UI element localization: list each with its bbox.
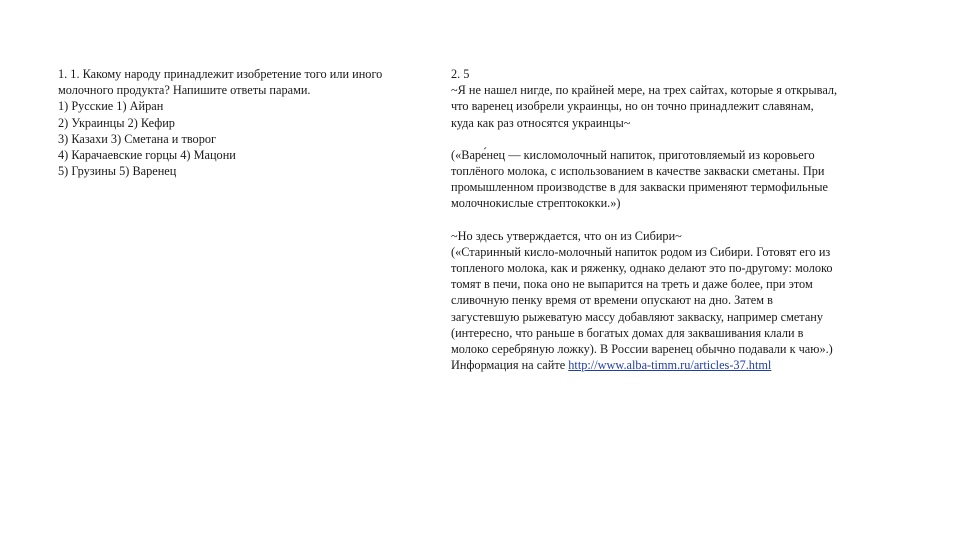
answer-intro bbox=[451, 66, 903, 131]
quote-line: ~Но здесь утверждается, что он из Сибири~ bbox=[451, 228, 682, 243]
pair-item: 3) Казахи 3) Сметана и творог bbox=[58, 131, 217, 146]
quote-line: загустевшую рыжеватую массу добавляют закваску, например сметану bbox=[451, 309, 824, 324]
source-line bbox=[451, 357, 903, 373]
answer-column bbox=[451, 66, 903, 389]
quote-line: топленого молока, как и ряженку, однако делают это по-другому: молоко bbox=[451, 261, 833, 276]
quote-line: («Старинный кисло-молочный напиток родом из Сибири. Готовят его из bbox=[451, 244, 831, 259]
source-prefix: Информация на сайте bbox=[451, 358, 569, 373]
question-block bbox=[58, 66, 430, 179]
quote-line: топлёного молока, с использованием в качестве закваски сметаны. При bbox=[451, 164, 825, 179]
definition-quote bbox=[451, 147, 903, 212]
question-column bbox=[58, 66, 430, 195]
quote-line: молоко серебряную ложку). В России варенец обычно подавали к чаю».) bbox=[451, 342, 833, 357]
quote-line: томят в печи, пока оно не выпарится на треть и даже более, при этом bbox=[451, 277, 813, 292]
question-line: молочного продукта? Напишите ответы парами. bbox=[58, 83, 311, 98]
source-link[interactable]: http://www.alba-timm.ru/articles-37.html bbox=[568, 358, 772, 373]
quote-line: (интересно, что раньше в богатых домах для заквашивания клали в bbox=[451, 325, 804, 340]
answer-text-line: ~Я не нашел нигде, по крайней мере, на трех сайтах, которые я открывал, bbox=[451, 83, 838, 98]
answer-text-line: куда как раз относятся украинцы~ bbox=[451, 115, 631, 130]
answer-header: 2. 5 bbox=[451, 67, 470, 81]
quote-line: («Варе́нец — кисломолочный напиток, приготовляемый из коровьего bbox=[451, 147, 815, 162]
quote-line: молочнокислые стрептококки.») bbox=[451, 196, 621, 211]
quote-line: сливочную пенку время от времени опускают на дно. Затем в bbox=[451, 293, 773, 308]
siberia-quote bbox=[451, 228, 903, 374]
quote-line: промышленном производстве в для закваски применяют термофильные bbox=[451, 180, 828, 195]
pair-item: 5) Грузины 5) Варенец bbox=[58, 164, 177, 179]
pair-item: 1) Русские 1) Айран bbox=[58, 99, 164, 114]
answer-text-line: что варенец изобрели украинцы, но он точно принадлежит славянам, bbox=[451, 99, 814, 114]
pair-item: 2) Украинцы 2) Кефир bbox=[58, 115, 175, 130]
question-line: 1. 1. Какому народу принадлежит изобретение того или иного bbox=[58, 67, 383, 81]
pair-item: 4) Карачаевские горцы 4) Мацони bbox=[58, 148, 236, 163]
